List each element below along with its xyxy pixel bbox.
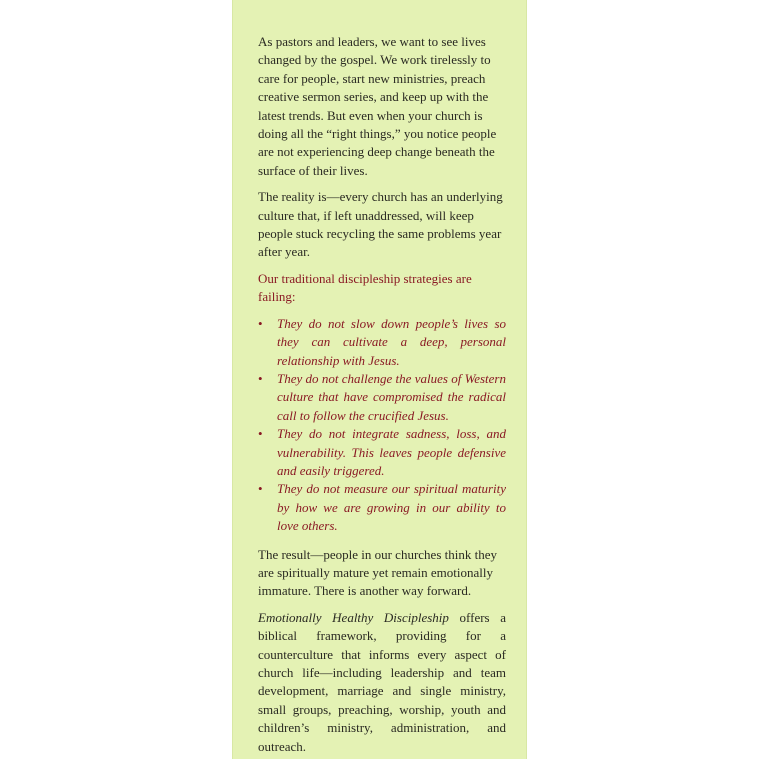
list-item: • They do not challenge the values of Western culture that have compromised the radical call to follow the crucified Jesus. xyxy=(258,370,506,423)
result-paragraph: The result—people in our churches think they are spiritually mature yet remain emotionally immature. There is another way forward. xyxy=(258,546,497,599)
intro-paragraph: As pastors and leaders, we want to see lives changed by the gospel. We work tirelessly to care for people, start new ministries, preach creative sermon series, and keep up with the latest trends. But even when your church is doing all the “right things,” you notice people are not experiencing deep change beneath the surface of their lives. xyxy=(258,34,497,178)
list-item: • They do not measure our spiritual maturity by how we are growing in our ability to love others. xyxy=(258,481,506,534)
failing-list xyxy=(258,315,506,536)
book-back-cover xyxy=(232,0,527,759)
failing-heading: Our traditional discipleship strategies are failing: xyxy=(258,270,472,305)
bullet-icon: • xyxy=(258,370,263,386)
book-title: Emotionally Healthy Discipleship xyxy=(258,609,449,625)
list-item: • They do not integrate sadness, loss, and vulnerability. This leaves people defensive and easily triggered. xyxy=(258,426,506,478)
bullet-icon: • xyxy=(258,481,263,497)
book-description-paragraph xyxy=(258,609,506,756)
reality-paragraph: The reality is—every church has an underlying culture that, if left unaddressed, will keep people stuck recycling the same problems year after year. xyxy=(258,189,503,260)
bullet-icon: • xyxy=(258,315,263,331)
list-item: • They do not slow down people’s lives so they can cultivate a deep, personal relationship with Jesus. xyxy=(258,315,506,368)
bullet-icon: • xyxy=(258,426,263,442)
cover-copy xyxy=(258,33,506,764)
book-description: offers a biblical framework, providing for a counterculture that informs every aspect of church life—including leadership and team development, marriage and single ministry, small groups, preaching, worship, youth and children’s ministry, administration, and outreach. xyxy=(258,609,506,754)
